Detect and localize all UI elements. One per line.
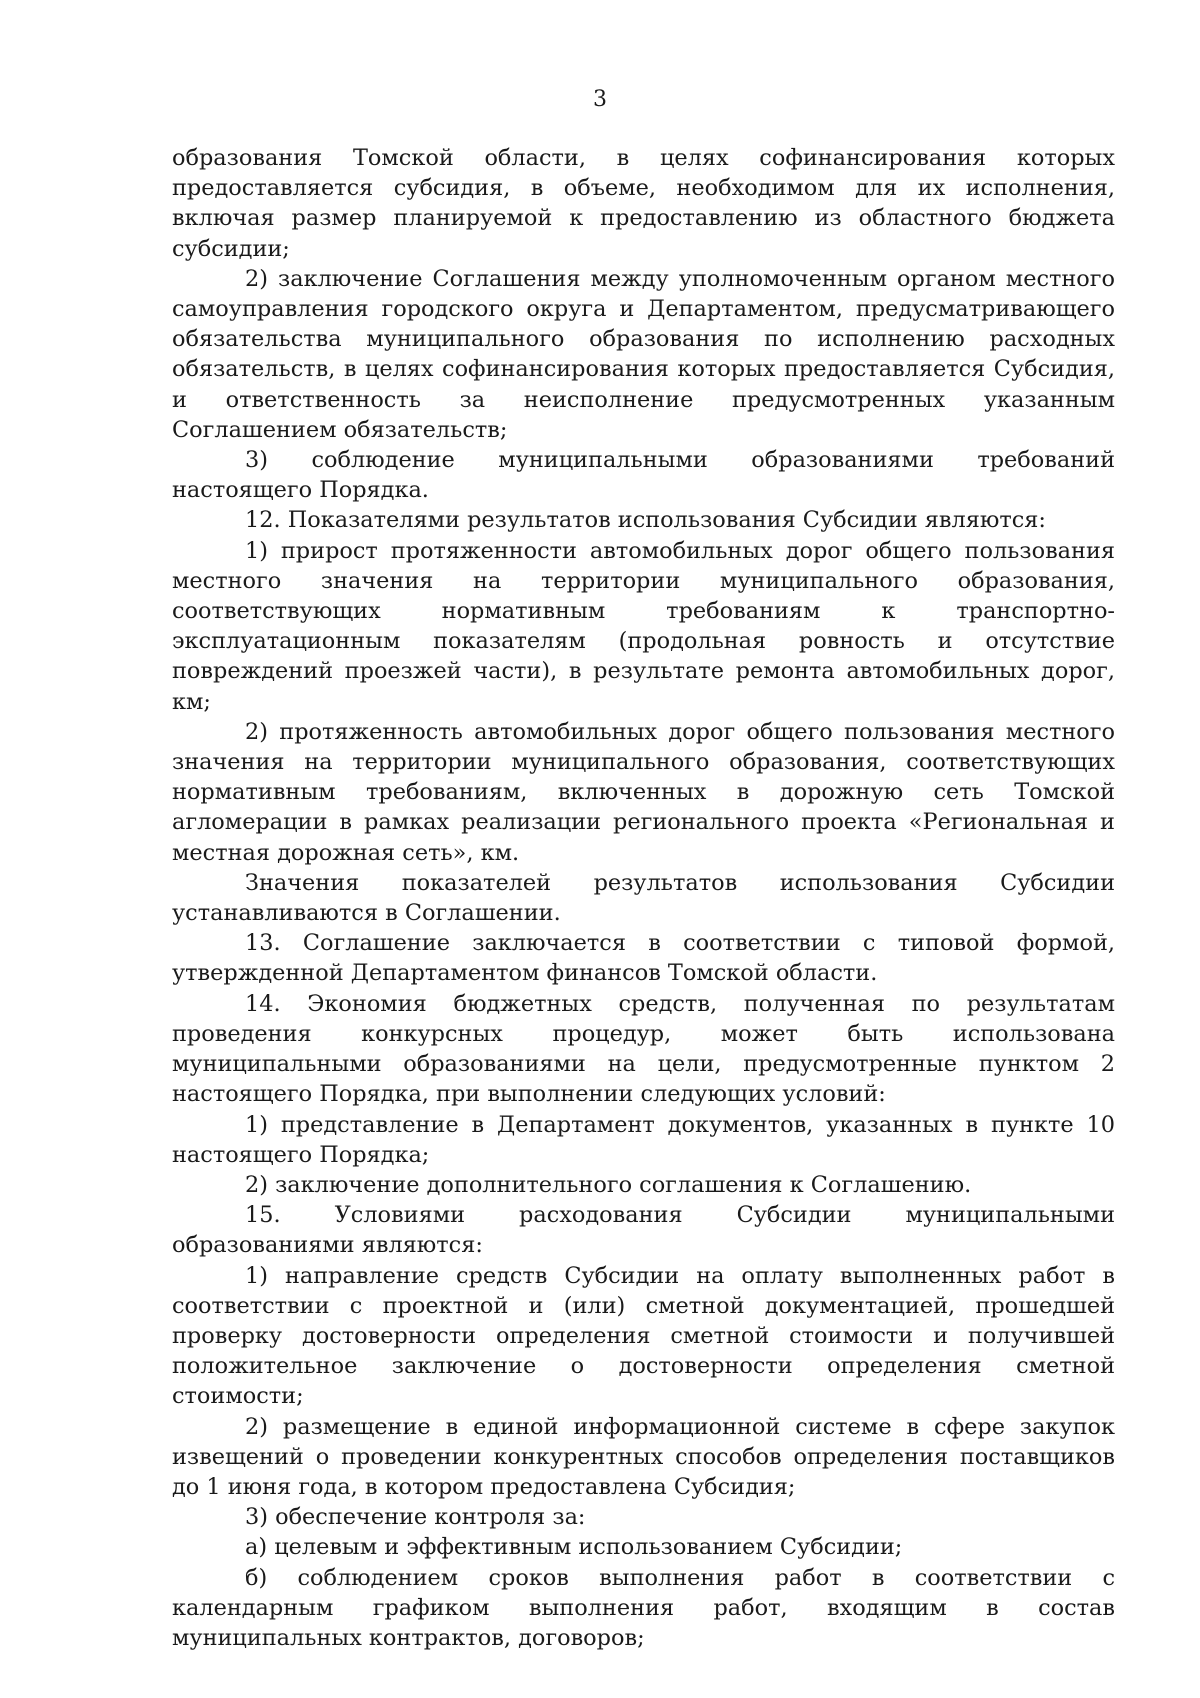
document-body — [172, 143, 1115, 1653]
paragraph-1: образования Томской области, в целях софинансирования которых предоставляется субсидия, в объеме, необходимом для их исполнения, включая размер планируемой к предоставлению из областного бюджета субсидии; — [172, 145, 1115, 262]
paragraph-17: б) соблюдением сроков выполнения работ в соответствии с календарным графиком выполнения работ, входящим в состав муниципальных контрактов, договоров; — [172, 1564, 1115, 1651]
paragraph-15: 3) обеспечение контроля за: — [245, 1504, 586, 1531]
paragraph-3: 3) соблюдение муниципальными образованиями требований настоящего Порядка. — [172, 447, 1115, 504]
paragraph-16: а) целевым и эффективным использованием Субсидии; — [245, 1534, 903, 1561]
paragraph-10: 1) представление в Департамент документов, указанных в пункте 10 настоящего Порядка; — [172, 1111, 1115, 1168]
paragraph-8: 13. Соглашение заключается в соответствии с типовой формой, утвержденной Департаментом финансов Томской области. — [172, 930, 1115, 987]
paragraph-11: 2) заключение дополнительного соглашения к Соглашению. — [245, 1171, 972, 1198]
paragraph-2: 2) заключение Соглашения между уполномоченным органом местного самоуправления городского округа и Департаментом, предусматривающего обязательства муниципального образования по исполнению расходных обязательств, в целях софинансирования которых предоставляется Субсидия, и ответственность за неисполнение предусмотренных указанным Соглашением обязательств; — [172, 265, 1115, 443]
paragraph-9: 14. Экономия бюджетных средств, полученная по результатам проведения конкурсных процедур, может быть использована муниципальными образованиями на цели, предусмотренные пунктом 2 настоящего Порядка, при выполнении следующих условий: — [172, 990, 1115, 1108]
paragraph-14: 2) размещение в единой информационной системе в сфере закупок извещений о проведении конкурентных способов определения поставщиков до 1 июня года, в котором предоставлена Субсидия; — [172, 1413, 1115, 1500]
paragraph-12: 15. Условиями расходования Субсидии муниципальными образованиями являются: — [172, 1202, 1115, 1259]
paragraph-6: 2) протяженность автомобильных дорог общего пользования местного значения на территории муниципального образования, соответствующих нормативным требованиям, включенных в дорожную сеть Томской агломерации в рамках реализации регионального проекта «Региональная и местная дорожная сеть», км. — [172, 718, 1115, 866]
paragraph-5: 1) прирост протяженности автомобильных дорог общего пользования местного значения на территории муниципального образования, соответствующих нормативным требованиям к транспортно-эксплуатационным показателям (продольная ровность и отсутствие повреждений проезжей части), в результате ремонта автомобильных дорог, км; — [172, 537, 1115, 715]
paragraph-4: 12. Показателями результатов использования Субсидии являются: — [245, 507, 1046, 534]
paragraph-13: 1) направление средств Субсидии на оплату выполненных работ в соответствии с проектной и (или) сметной документацией, прошедшей проверку достоверности определения сметной стоимости и получившей положительное заключение о достоверности определения сметной стоимости; — [172, 1262, 1115, 1410]
page-number: 3 — [593, 87, 607, 112]
paragraph-7: Значения показателей результатов использования Субсидии устанавливаются в Соглашении. — [172, 869, 1115, 927]
